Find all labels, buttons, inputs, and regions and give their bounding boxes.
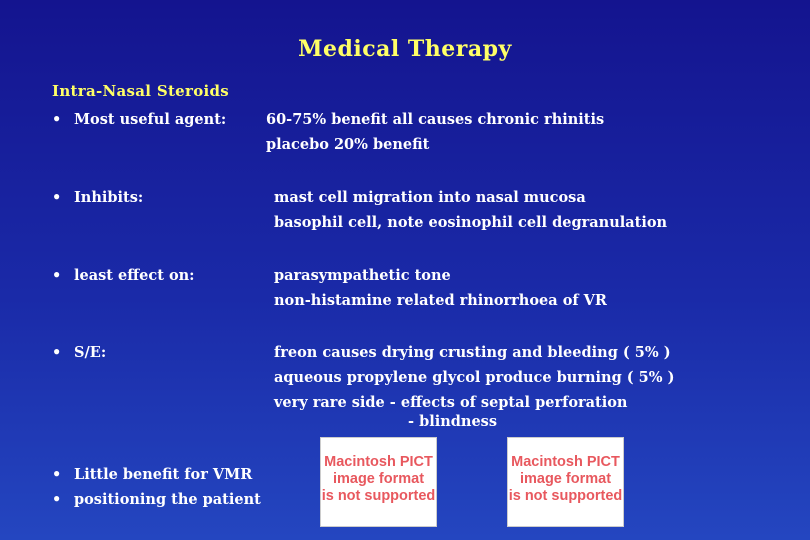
unsupported-image-placeholder: Macintosh PICT image format is not supported [507,437,624,527]
list-item: • positioning the patient [52,487,261,512]
detail-line: very rare side - effects of septal perforation [274,394,628,411]
bullet-icon: • [52,491,62,508]
detail-line: placebo 20% benefit [266,136,430,153]
bottom-bullet-list [52,462,261,512]
detail-line: freon causes drying crusting and bleeding ( 5% ) [274,344,671,361]
detail-line: non-histamine related rhinorrhoea of VR [274,292,607,309]
list-item: • Little benefit for VMR [52,462,261,487]
row-label: S/E: [74,344,107,361]
detail-line: basophil cell, note eosinophil cell degranulation [274,214,668,231]
detail-line: aqueous propylene glycol produce burning ( 5% ) [274,369,675,386]
detail-line: mast cell migration into nasal mucosa [274,189,586,206]
detail-line: 60-75% benefit all causes chronic rhinitis [266,111,605,128]
row-label: Most useful agent: [74,111,227,128]
bullet-icon: • [52,267,62,284]
section-subtitle: Intra-Nasal Steroids [52,82,230,100]
detail-line: parasympathetic tone [274,267,451,284]
bullet-icon: • [52,189,62,206]
row-label: least effect on: [74,267,195,284]
bullet-icon: • [52,344,62,361]
row-label: Inhibits: [74,189,144,206]
bullet-icon: • [52,111,62,128]
unsupported-image-placeholder: Macintosh PICT image format is not supported [320,437,437,527]
detail-line-blindness: - blindness [408,413,497,430]
bullet-icon: • [52,466,62,483]
slide-title: Medical Therapy [298,36,512,62]
